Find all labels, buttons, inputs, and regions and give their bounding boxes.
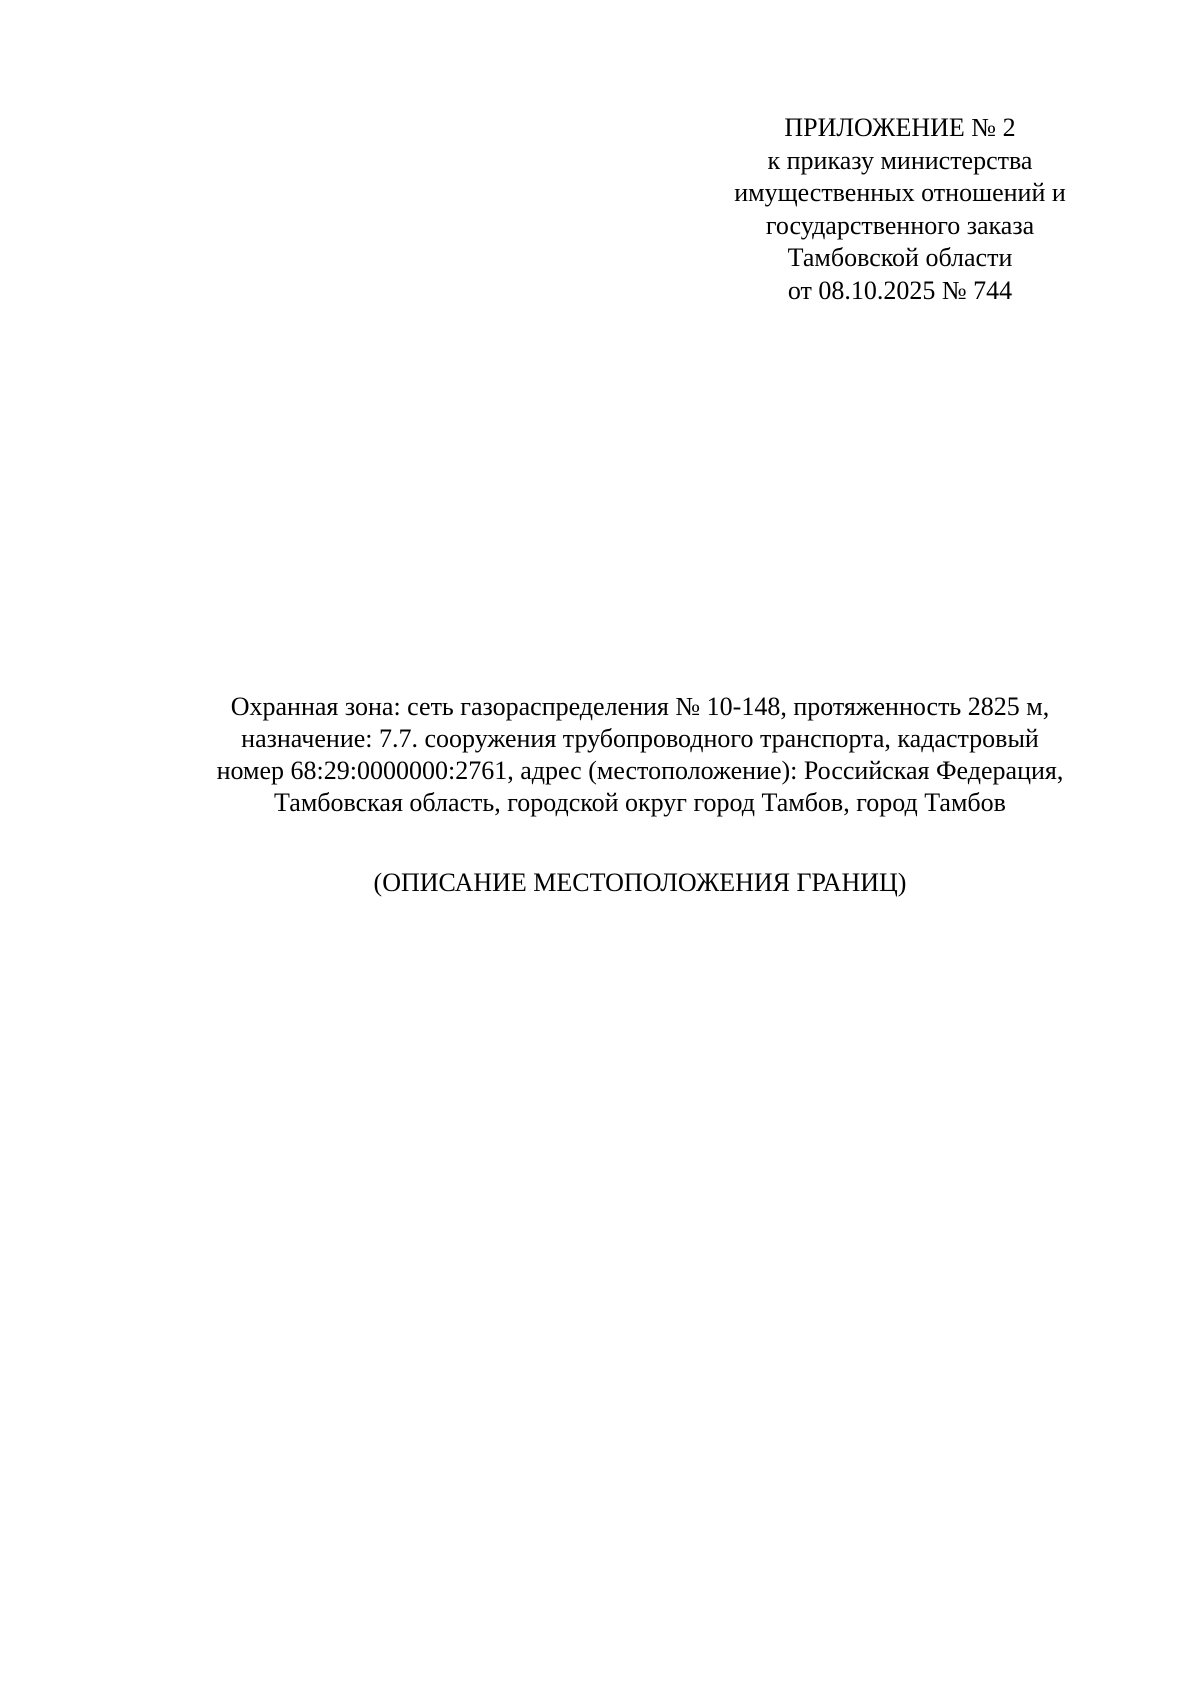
appendix-title: ПРИЛОЖЕНИЕ № 2 — [784, 113, 1016, 142]
zone-description-line: назначение: 7.7. сооружения трубопроводного транспорта, кадастровый — [241, 724, 1039, 753]
zone-description-line: Охранная зона: сеть газораспределения № 10-148, протяженность 2825 м, — [230, 692, 1050, 721]
appendix-order-reference: к приказу министерства — [767, 145, 1033, 175]
appendix-header — [700, 112, 1100, 307]
protection-zone-description — [150, 691, 1130, 819]
zone-description-line: номер 68:29:0000000:2761, адрес (местоположение): Российская Федерация, — [216, 756, 1064, 785]
zone-description-line: Тамбовская область, городской округ город Тамбов, город Тамбов — [274, 788, 1006, 817]
appendix-order-date-number: от 08.10.2025 № 744 — [787, 275, 1013, 305]
appendix-region: Тамбовской области — [787, 243, 1013, 272]
appendix-ministry-name-line-1: имущественных отношений и — [734, 178, 1066, 207]
boundary-description-heading: (ОПИСАНИЕ МЕСТОПОЛОЖЕНИЯ ГРАНИЦ) — [373, 868, 907, 897]
appendix-ministry-name-line-2: государственного заказа — [765, 210, 1035, 240]
